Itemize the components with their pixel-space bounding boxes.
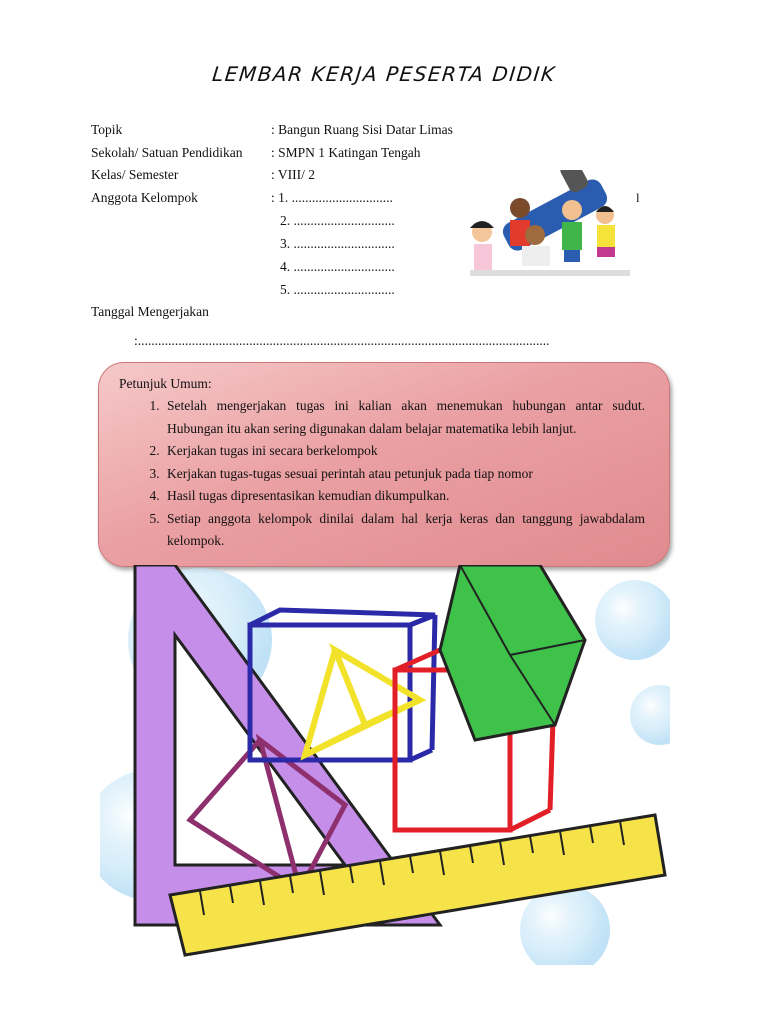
geometry-clipart bbox=[100, 565, 670, 965]
general-instructions-box bbox=[98, 362, 670, 567]
instruction-item: 2. Kerjakan tugas ini secara berkelompok bbox=[163, 440, 645, 463]
group-member-1: : 1. .............................. bbox=[271, 190, 393, 205]
topic-label: Topik bbox=[91, 122, 123, 137]
kids-carrying-pencil-icon bbox=[470, 170, 630, 276]
group-members-label: Anggota Kelompok bbox=[91, 190, 198, 205]
group-member-5: 5. .............................. bbox=[280, 282, 395, 297]
school-label: Sekolah/ Satuan Pendidikan bbox=[91, 145, 243, 160]
children-illustration bbox=[460, 170, 640, 295]
instruction-item: 5. Setiap anggota kelompok dinilai dalam hal kerja keras dan tanggung jawabdalam kelompok. bbox=[163, 508, 645, 553]
class-semester-value: : VIII/ 2 bbox=[271, 167, 315, 182]
group-member-2: 2. .............................. bbox=[280, 213, 395, 228]
instruction-item: 4. Hasil tugas dipresentasikan kemudian dikumpulkan. bbox=[163, 485, 645, 508]
instruction-item: 1. Setelah mengerjakan tugas ini kalian akan menemukan hubungan antar sudut. Hubungan itu akan sering digunakan dalam belajar matematika lebih lanjut. bbox=[163, 395, 645, 440]
green-cube-icon bbox=[440, 565, 585, 740]
instruction-item: 3. Kerjakan tugas-tugas sesuai perintah atau petunjuk pada tiap nomor bbox=[163, 463, 645, 486]
worksheet-title: LEMBAR KERJA PESERTA DIDIK bbox=[211, 62, 557, 86]
side-mark: l bbox=[636, 190, 640, 205]
topic-value: : Bangun Ruang Sisi Datar Limas bbox=[271, 122, 453, 137]
instructions-list bbox=[123, 395, 645, 553]
date-label: Tanggal Mengerjakan bbox=[91, 304, 209, 319]
school-value: : SMPN 1 Katingan Tengah bbox=[271, 145, 421, 160]
group-member-4: 4. .............................. bbox=[280, 259, 395, 274]
group-member-3: 3. .............................. bbox=[280, 236, 395, 251]
date-fill-line: :.......................................................................................................................... bbox=[134, 333, 550, 348]
instructions-heading: Petunjuk Umum: bbox=[119, 376, 212, 391]
class-semester-label: Kelas/ Semester bbox=[91, 167, 179, 182]
